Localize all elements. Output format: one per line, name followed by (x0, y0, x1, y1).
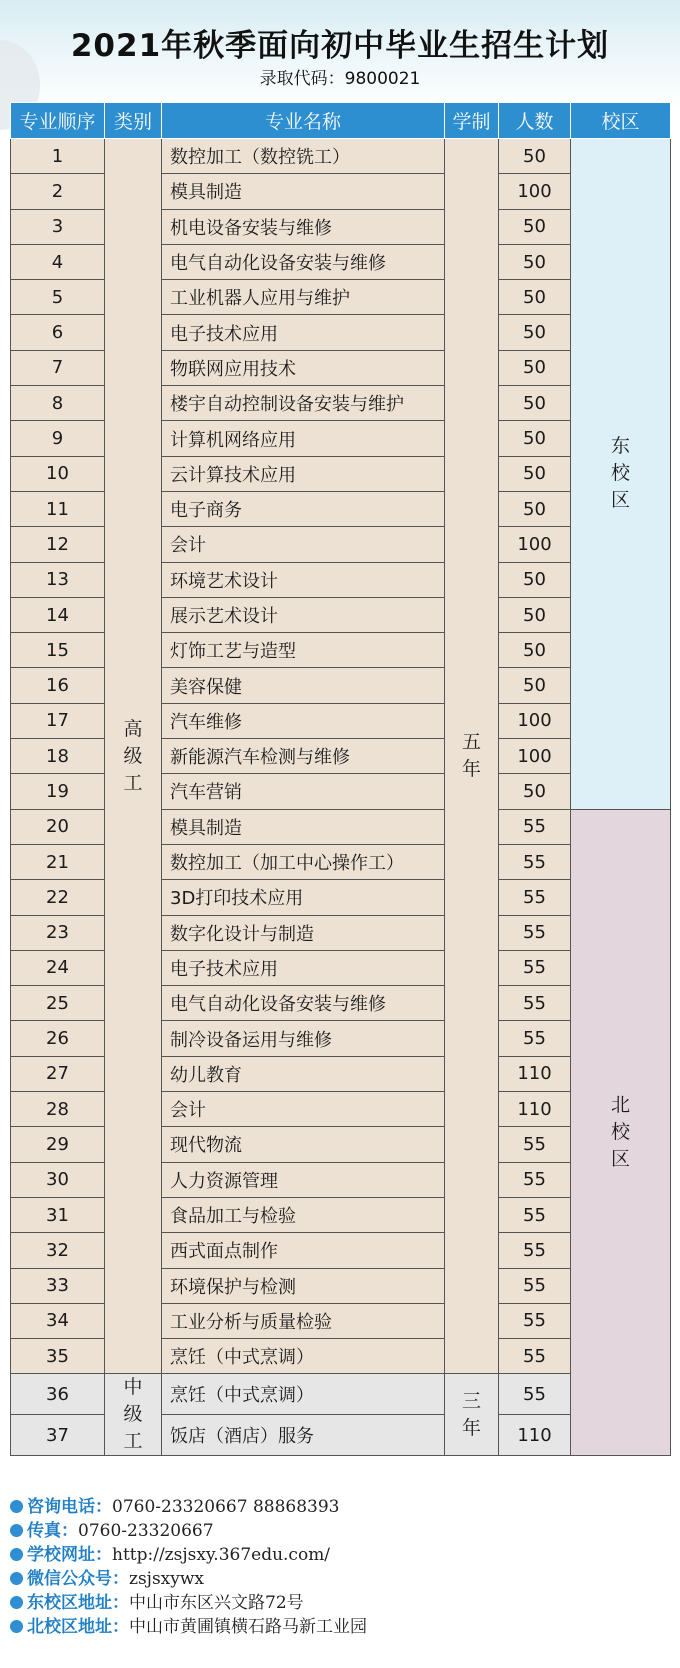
row-seq: 14 (11, 597, 105, 632)
footer-line (10, 1495, 670, 1519)
footer-line (10, 1567, 670, 1591)
header-campus: 校区 (571, 103, 671, 139)
row-major-name: 人力资源管理 (162, 1162, 445, 1197)
row-count: 50 (499, 421, 571, 456)
row-major-name: 会计 (162, 1092, 445, 1127)
row-seq: 16 (11, 668, 105, 703)
row-major-name: 电子商务 (162, 491, 445, 526)
row-seq: 13 (11, 562, 105, 597)
row-seq: 27 (11, 1056, 105, 1091)
row-count: 55 (499, 986, 571, 1021)
row-count: 50 (499, 209, 571, 244)
row-seq: 25 (11, 986, 105, 1021)
row-count: 50 (499, 774, 571, 809)
row-seq: 29 (11, 1127, 105, 1162)
row-count: 110 (499, 1056, 571, 1091)
row-major-name: 楼宇自动控制设备安装与维护 (162, 386, 445, 421)
row-seq: 5 (11, 280, 105, 315)
row-seq: 3 (11, 209, 105, 244)
row-count: 55 (499, 1021, 571, 1056)
row-count: 110 (499, 1415, 571, 1456)
row-count: 50 (499, 350, 571, 385)
row-major-name: 工业分析与质量检验 (162, 1303, 445, 1338)
enrollment-table (10, 102, 671, 1456)
row-seq: 21 (11, 844, 105, 879)
footer-line (10, 1519, 670, 1543)
row-major-name: 环境保护与检测 (162, 1268, 445, 1303)
row-count: 55 (499, 809, 571, 844)
row-count: 55 (499, 1127, 571, 1162)
row-major-name: 美容保健 (162, 668, 445, 703)
bullet-dot-icon (10, 1572, 23, 1585)
row-major-name: 电子技术应用 (162, 950, 445, 985)
footer-value: 中山市东区兴文路72号 (129, 1593, 304, 1613)
row-count: 55 (499, 1374, 571, 1415)
row-seq: 11 (11, 491, 105, 526)
row-major-name: 制冷设备运用与维修 (162, 1021, 445, 1056)
row-seq: 4 (11, 244, 105, 279)
row-seq: 37 (11, 1415, 105, 1456)
bullet-dot-icon (10, 1548, 23, 1561)
bullet-dot-icon (10, 1524, 23, 1537)
footer-label: 微信公众号： (27, 1569, 129, 1589)
row-major-name: 3D打印技术应用 (162, 880, 445, 915)
row-count: 50 (499, 315, 571, 350)
row-seq: 35 (11, 1339, 105, 1374)
row-major-name: 幼儿教育 (162, 1056, 445, 1091)
category-cell-senior: 高 级 工 (105, 139, 162, 1374)
row-major-name: 汽车维修 (162, 703, 445, 738)
row-seq: 36 (11, 1374, 105, 1415)
row-seq: 8 (11, 386, 105, 421)
footer-value[interactable]: http://zsjsxy.367edu.com/ (112, 1545, 331, 1565)
footer-line (10, 1543, 670, 1567)
row-count: 55 (499, 1303, 571, 1338)
row-seq: 33 (11, 1268, 105, 1303)
row-count: 50 (499, 668, 571, 703)
duration-cell-three: 三 年 (445, 1374, 499, 1456)
row-major-name: 西式面点制作 (162, 1233, 445, 1268)
row-major-name: 展示艺术设计 (162, 597, 445, 632)
row-major-name: 模具制造 (162, 174, 445, 209)
row-major-name: 机电设备安装与维修 (162, 209, 445, 244)
row-seq: 32 (11, 1233, 105, 1268)
footer-line (10, 1591, 670, 1615)
row-count: 55 (499, 1197, 571, 1232)
bullet-dot-icon (10, 1596, 23, 1609)
row-count: 55 (499, 1339, 571, 1374)
footer-label: 咨询电话： (27, 1497, 112, 1517)
row-major-name: 数字化设计与制造 (162, 915, 445, 950)
row-count: 50 (499, 562, 571, 597)
row-count: 55 (499, 950, 571, 985)
row-count: 55 (499, 1233, 571, 1268)
row-major-name: 模具制造 (162, 809, 445, 844)
row-seq: 28 (11, 1092, 105, 1127)
row-count: 50 (499, 386, 571, 421)
contact-info (10, 1495, 670, 1639)
footer-label: 北校区地址： (27, 1617, 129, 1637)
row-seq: 19 (11, 774, 105, 809)
header-count: 人数 (499, 103, 571, 139)
row-seq: 34 (11, 1303, 105, 1338)
row-major-name: 新能源汽车检测与维修 (162, 739, 445, 774)
row-seq: 6 (11, 315, 105, 350)
row-major-name: 计算机网络应用 (162, 421, 445, 456)
row-seq: 2 (11, 174, 105, 209)
page-title: 2021年秋季面向初中毕业生招生计划 (70, 28, 610, 64)
row-major-name: 灯饰工艺与造型 (162, 633, 445, 668)
row-major-name: 烹饪（中式烹调） (162, 1339, 445, 1374)
row-count: 50 (499, 491, 571, 526)
row-count: 50 (499, 280, 571, 315)
row-seq: 20 (11, 809, 105, 844)
row-major-name: 电气自动化设备安装与维修 (162, 244, 445, 279)
header-duration: 学制 (445, 103, 499, 139)
category-cell-middle: 中 级 工 (105, 1374, 162, 1456)
row-count: 110 (499, 1092, 571, 1127)
header-category: 类别 (105, 103, 162, 139)
row-seq: 10 (11, 456, 105, 491)
admission-code: 录取代码：9800021 (259, 69, 421, 89)
row-count: 100 (499, 174, 571, 209)
row-major-name: 工业机器人应用与维护 (162, 280, 445, 315)
row-major-name: 现代物流 (162, 1127, 445, 1162)
row-seq: 24 (11, 950, 105, 985)
row-count: 50 (499, 139, 571, 174)
row-seq: 22 (11, 880, 105, 915)
row-seq: 1 (11, 139, 105, 174)
row-seq: 17 (11, 703, 105, 738)
row-major-name: 汽车营销 (162, 774, 445, 809)
row-seq: 30 (11, 1162, 105, 1197)
duration-cell-five: 五 年 (445, 139, 499, 1374)
bullet-dot-icon (10, 1620, 23, 1633)
row-count: 50 (499, 456, 571, 491)
row-seq: 7 (11, 350, 105, 385)
row-major-name: 烹饪（中式烹调） (162, 1374, 445, 1415)
row-count: 55 (499, 844, 571, 879)
row-seq: 26 (11, 1021, 105, 1056)
row-count: 50 (499, 597, 571, 632)
row-count: 100 (499, 739, 571, 774)
row-count: 100 (499, 527, 571, 562)
row-major-name: 电子技术应用 (162, 315, 445, 350)
footer-line (10, 1615, 670, 1639)
row-seq: 23 (11, 915, 105, 950)
row-major-name: 饭店（酒店）服务 (162, 1415, 445, 1456)
footer-label: 东校区地址： (27, 1593, 129, 1613)
row-count: 50 (499, 633, 571, 668)
footer-value: zsjsxywx (129, 1569, 205, 1589)
campus-cell-east: 东 校 区 (571, 139, 671, 810)
row-count: 50 (499, 244, 571, 279)
header-seq: 专业顺序 (11, 103, 105, 139)
row-seq: 15 (11, 633, 105, 668)
row-count: 55 (499, 915, 571, 950)
footer-label: 学校网址： (27, 1545, 112, 1565)
table-row (11, 139, 671, 174)
footer-label: 传真： (27, 1521, 78, 1541)
row-seq: 31 (11, 1197, 105, 1232)
row-major-name: 云计算技术应用 (162, 456, 445, 491)
row-major-name: 数控加工（加工中心操作工） (162, 844, 445, 879)
header-major-name: 专业名称 (162, 103, 445, 139)
row-major-name: 物联网应用技术 (162, 350, 445, 385)
row-count: 55 (499, 1162, 571, 1197)
campus-cell-north: 北 校 区 (571, 809, 671, 1456)
row-seq: 9 (11, 421, 105, 456)
row-major-name: 电气自动化设备安装与维修 (162, 986, 445, 1021)
row-count: 55 (499, 880, 571, 915)
footer-value: 0760-23320667 (78, 1521, 214, 1541)
row-major-name: 数控加工（数控铣工） (162, 139, 445, 174)
row-count: 100 (499, 703, 571, 738)
enrollment-table-container (10, 102, 670, 1471)
row-major-name: 会计 (162, 527, 445, 562)
row-seq: 12 (11, 527, 105, 562)
table-body (11, 139, 671, 1456)
bullet-dot-icon (10, 1500, 23, 1513)
table-header-row (11, 103, 671, 139)
footer-value: 0760-23320667 88868393 (112, 1497, 340, 1517)
footer-value: 中山市黄圃镇横石路马新工业园 (129, 1617, 367, 1637)
row-major-name: 食品加工与检验 (162, 1197, 445, 1232)
row-count: 55 (499, 1268, 571, 1303)
row-seq: 18 (11, 739, 105, 774)
row-major-name: 环境艺术设计 (162, 562, 445, 597)
